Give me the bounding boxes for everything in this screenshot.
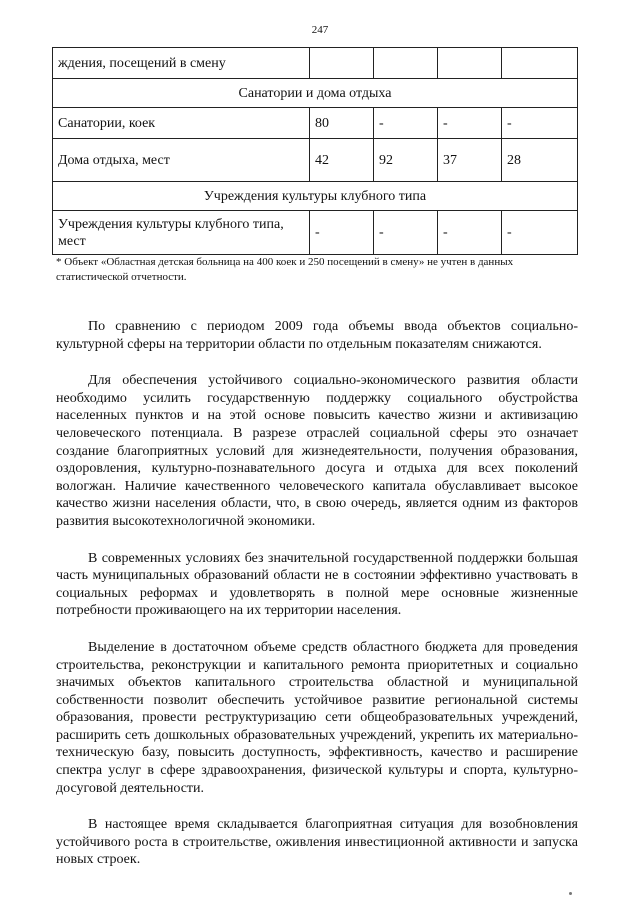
table-row xyxy=(53,108,578,139)
paragraph: Выделение в достаточном объеме средств областного бюджета для проведения строительства, реконструкции и капитального ремонта приоритетных и социально значимых объектов капитального строительства областной и муниципальной собственности позволит обеспечить устойчивое развитие региональной системы образования, провести реструктуризацию сети общеобразовательных учреждений, расширить сеть дошкольных образовательных учреждений, укрепить их материально-техническую базу, повысить доступность, эффективность, качество и расширение спектра услуг в сфере здравоохранения, физической культуры и спорта, культурно-досуговой деятельности. xyxy=(56,639,578,796)
table-cell: - xyxy=(310,211,374,255)
table-cell: 92 xyxy=(374,139,438,182)
table-cell: 80 xyxy=(310,108,374,139)
table-cell: 28 xyxy=(502,139,578,182)
paragraph: Для обеспечения устойчивого социально-экономического развития области необходимо усилить государственную поддержку социального обустройства населенных пунктов и на этой основе повысить качество жизни и активизацию человеческого потенциала. В разрезе отраслей социальной сферы это означает создание благоприятных условий для жизнедеятельности, получения образования, оздоровления, культурно-познавательного досуга и отдыха для всех поколений вологжан. Наличие качественного человеческого капитала обуславливает высокое качество жизни населения области, что, в свою очередь, является одним из факторов развития высокотехнологичной экономики. xyxy=(56,373,578,529)
row-label: Учреждения культуры клубного типа, мест xyxy=(53,211,310,255)
row-label: ждения, посещений в смену xyxy=(53,48,310,79)
statistics-table xyxy=(52,47,578,255)
table-cell: - xyxy=(438,211,502,255)
table-footnote: * Объект «Областная детская больница на 400 коек и 250 посещений в смену» не учтен в данных статистической отчетности. xyxy=(56,256,514,283)
table-cell: - xyxy=(502,108,578,139)
paragraph: В современных условиях без значительной государственной поддержки большая часть муниципальных образований области не в состоянии эффективно участвовать в социальных реформах и удовлетворять в полной мере основные жизненные потребности проживающего на их территории населения. xyxy=(56,550,578,619)
table-section-row xyxy=(53,79,578,108)
table-cell xyxy=(310,48,374,79)
table-row xyxy=(53,139,578,182)
table-cell: - xyxy=(438,108,502,139)
table-cell: 37 xyxy=(438,139,502,182)
table-cell xyxy=(374,48,438,79)
section-heading: Учреждения культуры клубного типа xyxy=(53,182,578,211)
table-cell: - xyxy=(374,211,438,255)
table-cell: - xyxy=(502,211,578,255)
section-heading: Санатории и дома отдыха xyxy=(53,79,578,108)
paragraph: В настоящее время складывается благоприятная ситуация для возобновления устойчивого роста в строительстве, оживления инвестиционной активности и запуска новых строек. xyxy=(56,817,578,868)
table-cell xyxy=(502,48,578,79)
table-cell xyxy=(438,48,502,79)
table-section-row xyxy=(53,182,578,211)
page-number: 247 xyxy=(311,24,329,36)
row-label: Дома отдыха, мест xyxy=(53,139,310,182)
row-label: Санатории, коек xyxy=(53,108,310,139)
table-cell: 42 xyxy=(310,139,374,182)
table-cell: - xyxy=(374,108,438,139)
body-text xyxy=(56,318,578,888)
scan-dot-mark xyxy=(569,892,572,895)
paragraph: По сравнению с периодом 2009 года объемы ввода объектов социально-культурной сферы на территории области по отдельным показателям снижаются. xyxy=(56,319,578,352)
table-row xyxy=(53,48,578,79)
table-row xyxy=(53,211,578,255)
